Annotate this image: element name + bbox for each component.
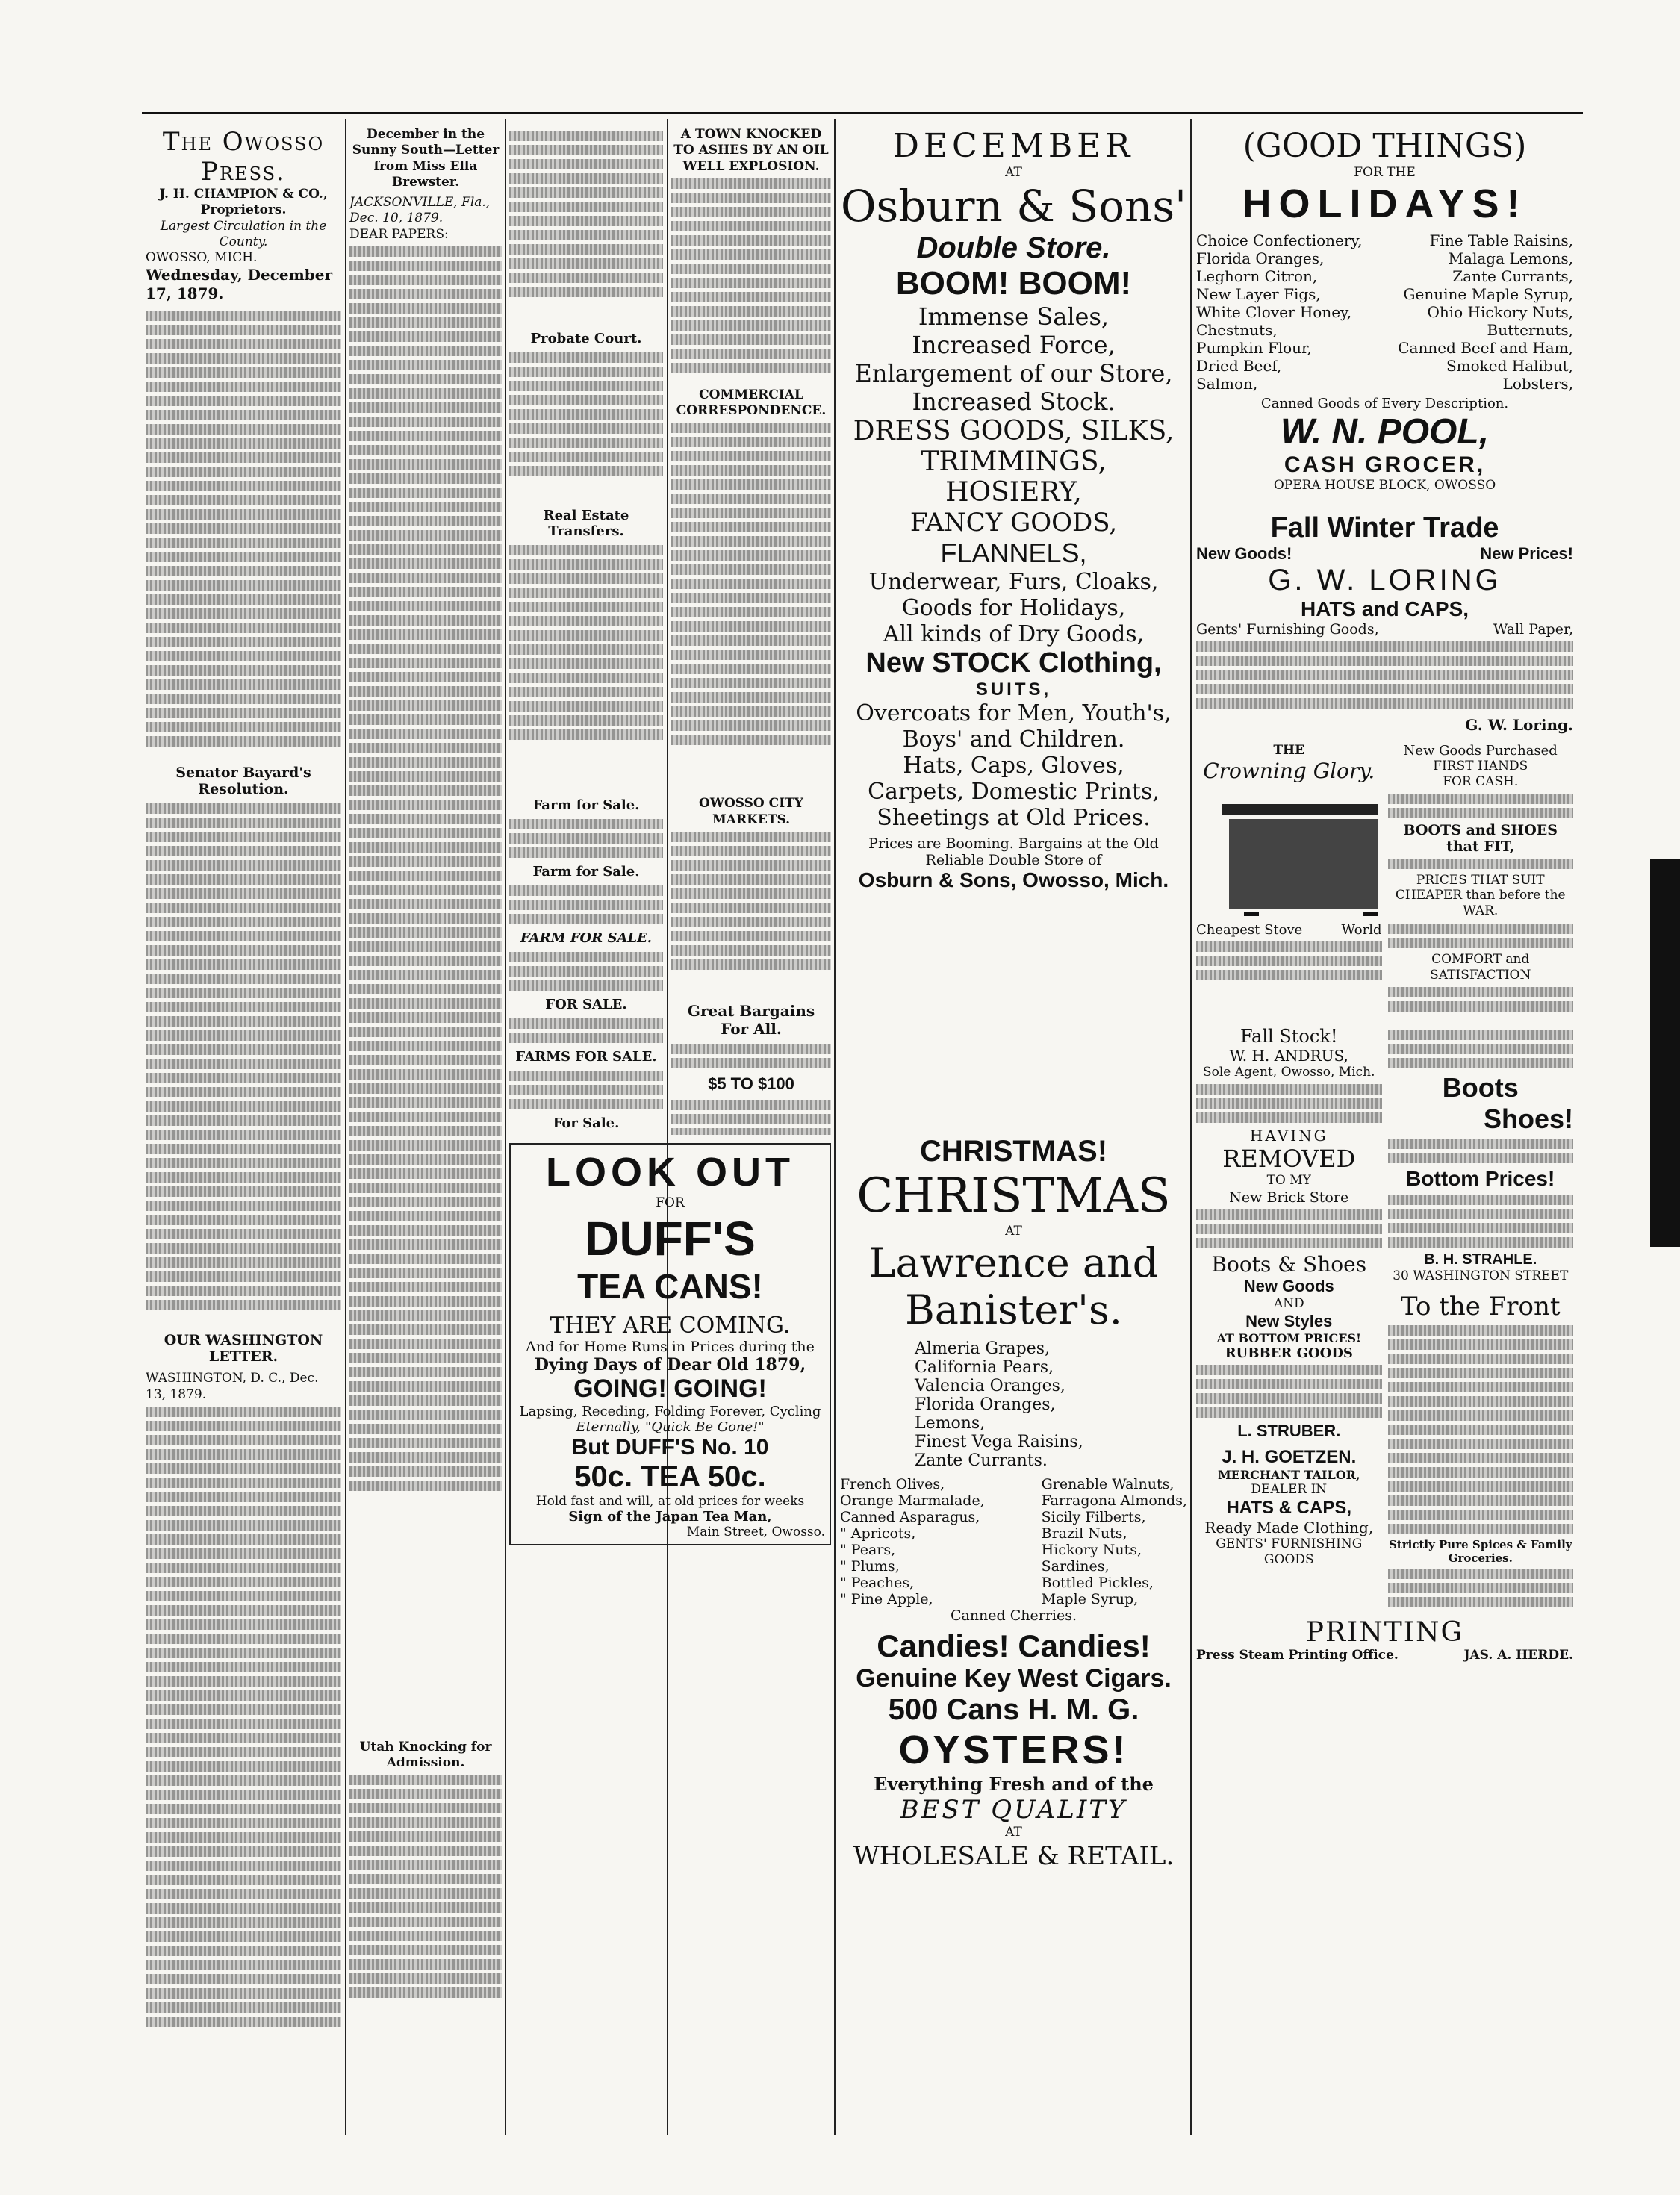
farm-sale-heading: FARM FOR SALE.: [520, 930, 653, 946]
new-goods-2: New Goods: [1243, 1276, 1334, 1295]
christmas-ad: [840, 1135, 1187, 1871]
andrus-name: W. H. ANDRUS,: [1229, 1047, 1348, 1065]
ready-made: Ready Made Clothing,: [1204, 1519, 1374, 1536]
price-range: $5 TO $100: [708, 1074, 794, 1093]
struber: L. STRUBER.: [1237, 1421, 1341, 1440]
canned-goods: Canned Goods of Every Description.: [1260, 396, 1509, 412]
suits: SUITS,: [975, 679, 1052, 700]
markets-heading: OWOSSO CITY MARKETS.: [699, 796, 803, 827]
goetzen: J. H. GOETZEN.: [1222, 1446, 1357, 1467]
pool-item: Ohio Hickory Nuts,: [1427, 303, 1573, 322]
good-things: (GOOD THINGS): [1242, 127, 1527, 165]
the: THE: [1273, 742, 1305, 758]
osburn-goods: Goods for Holidays,: [901, 595, 1126, 622]
top-rule: [142, 112, 1583, 114]
grocery-right: [1042, 1476, 1187, 1607]
article-text: [146, 803, 341, 1326]
article-text: [671, 178, 831, 387]
strahle-ad: [1382, 1026, 1574, 1611]
to-the-front: To the Front: [1400, 1292, 1561, 1322]
masthead-dateline: OWOSSO, MICH.: [146, 250, 258, 265]
wall-paper: Wall Paper,: [1493, 620, 1573, 638]
new-styles: New Styles: [1245, 1311, 1333, 1330]
loring-lines: [1196, 621, 1573, 638]
transfers-heading: Real Estate Transfers.: [543, 508, 629, 539]
duffs-ad: [509, 1139, 831, 1550]
canned-cherries: Canned Cherries.: [950, 1607, 1077, 1625]
column-3: [509, 127, 663, 1135]
stove-illustration: [1199, 789, 1378, 916]
grocery-item: Sardines,: [1041, 1558, 1110, 1575]
column-7: [1196, 127, 1573, 1663]
florida-salutation: DEAR PAPERS:: [349, 226, 449, 242]
loring-hats: HATS and CAPS,: [1300, 597, 1469, 620]
strictly-pure: Strictly Pure Spices & Family Groceries.: [1388, 1538, 1572, 1566]
new-prices: New Prices!: [1480, 544, 1573, 563]
pool-item: New Layer Figs,: [1196, 285, 1321, 304]
osburn-goods: HOSIERY,: [945, 477, 1082, 508]
osburn-line: Enlargement of our Store,: [854, 359, 1173, 388]
article-text: [349, 1775, 502, 1998]
gents-goods: Gents' Furnishing Goods,: [1196, 620, 1379, 638]
boys: Boys' and Children.: [902, 726, 1125, 753]
grocery-item: " Apricots,: [840, 1525, 916, 1542]
gents-furnishing: GENTS' FURNISHING GOODS: [1216, 1536, 1363, 1568]
farms-sale-heading: FARMS FOR SALE.: [515, 1049, 657, 1065]
fruit-list: [840, 1339, 1187, 1470]
boom: BOOM! BOOM!: [895, 265, 1132, 302]
scan-edge-artifact: [1650, 859, 1680, 1247]
new-stock: New STOCK Clothing,: [865, 647, 1162, 679]
column-divider: [1190, 119, 1192, 2135]
grocery-item: " Pears,: [840, 1542, 896, 1559]
article-text: [509, 545, 663, 791]
fruit-item: Zante Currants.: [915, 1451, 1048, 1471]
tea-price: 50c. TEA 50c.: [574, 1460, 766, 1494]
masthead-subline: Largest Circulation in the County.: [160, 218, 327, 249]
new-goods-purchased: New Goods Purchased: [1403, 742, 1558, 759]
at-bottom-prices: AT BOTTOM PRICES!: [1216, 1330, 1362, 1345]
new-goods: New Goods!: [1196, 544, 1292, 563]
printing-footer: [1196, 1648, 1573, 1663]
tea-cans: TEA CANS!: [577, 1267, 763, 1307]
shoes: Shoes!: [1483, 1103, 1573, 1134]
article-text: [146, 311, 341, 759]
andrus-ad: [1196, 1026, 1382, 1611]
fall-stock: Fall Stock!: [1240, 1026, 1338, 1047]
duffs-for: FOR: [656, 1195, 685, 1210]
fruit-item: Finest Vega Raisins,: [915, 1433, 1083, 1452]
osburn-line: Immense Sales,: [918, 302, 1110, 331]
cheapest-stove: [1196, 922, 1382, 938]
grocery-item: Bottled Pickles,: [1041, 1575, 1154, 1592]
overcoats: Overcoats for Men, Youth's,: [856, 700, 1172, 727]
grocery-item: Sicily Filberts,: [1041, 1509, 1146, 1526]
brick-store: New Brick Store: [1229, 1189, 1349, 1206]
grocery-item: Brazil Nuts,: [1041, 1525, 1127, 1542]
osburn-goods: Underwear, Furs, Cloaks,: [868, 569, 1159, 596]
reliable: Reliable Double Store of: [925, 852, 1102, 869]
bargains-heading: Great Bargains For All.: [687, 1001, 815, 1038]
new-goods-prices: [1196, 544, 1573, 564]
fruit-item: Florida Oranges,: [915, 1395, 1056, 1415]
column-divider: [345, 119, 346, 2135]
osburn-goods: TRIMMINGS,: [921, 446, 1107, 478]
grocery-item: Orange Marmalade,: [840, 1492, 985, 1510]
candies: Candies! Candies!: [877, 1628, 1151, 1664]
pool-list-left: [1196, 231, 1362, 393]
duffs-ad-box: [509, 1143, 831, 1545]
masthead-title: The Owosso Press.: [162, 127, 325, 187]
press-office: Press Steam Printing Office.: [1196, 1648, 1399, 1663]
washington-street: 30 WASHINGTON STREET: [1393, 1268, 1569, 1283]
grocery-item: " Pine Apple,: [840, 1591, 933, 1608]
opera-house: OPERA HOUSE BLOCK, OWOSSO: [1273, 478, 1496, 494]
grocery-item: French Olives,: [840, 1476, 945, 1493]
farm-sale-heading: Farm for Sale.: [532, 797, 640, 813]
double-store: Double Store.: [916, 231, 1111, 265]
look-out: LOOK OUT: [546, 1150, 794, 1195]
boots: Boots: [1442, 1072, 1519, 1103]
pool-item: Choice Confectionery,: [1196, 231, 1363, 250]
washington-dateline: WASHINGTON, D. C., Dec. 13, 1879.: [146, 1371, 319, 1402]
article-text: [146, 1407, 341, 2027]
sheetings: Sheetings at Old Prices.: [877, 805, 1151, 832]
going: GOING! GOING!: [573, 1374, 767, 1404]
grocery-lists: [840, 1476, 1187, 1607]
lapsing: Lapsing, Receding, Folding Forever, Cycling: [519, 1404, 821, 1420]
carpets: Carpets, Domestic Prints,: [868, 779, 1160, 806]
holidays: HOLIDAYS!: [1242, 181, 1528, 227]
article-text: [509, 131, 663, 325]
pool-item: Salmon,: [1196, 375, 1258, 393]
pool-item: Genuine Maple Syrup,: [1403, 285, 1573, 304]
bayard-heading: Senator Bayard's Resolution.: [175, 765, 311, 798]
florida-dateline: JACKSONVILLE, Fla., Dec. 10, 1879.: [349, 195, 491, 226]
osburn-goods: FLANNELS,: [940, 538, 1087, 569]
grocery-item: Grenable Walnuts,: [1041, 1476, 1175, 1493]
column-1: [146, 127, 341, 2031]
fruit-item: California Pears,: [915, 1358, 1054, 1377]
article-text: [349, 246, 502, 1740]
grocery-item: Hickory Nuts,: [1041, 1542, 1142, 1559]
pool-item: Canned Beef and Ham,: [1398, 339, 1573, 358]
fruit-item: Valencia Oranges,: [915, 1377, 1065, 1396]
for-sale-heading: FOR SALE.: [545, 997, 627, 1012]
column-divider: [667, 119, 668, 2135]
osburn-at: AT: [1005, 165, 1022, 180]
pool-item: Dried Beef,: [1196, 357, 1282, 376]
florida-letter-heading: December in the Sunny South—Letter from Miss Ella Brewster.: [352, 127, 500, 190]
column-2: [349, 127, 502, 2002]
farm-sale-heading: Farm for Sale.: [532, 864, 640, 879]
pool-item: White Clover Honey,: [1196, 303, 1352, 322]
cans: 500 Cans H. M. G.: [888, 1693, 1139, 1727]
grocery-item: " Plums,: [840, 1558, 900, 1575]
herde: JAS. A. HERDE.: [1463, 1648, 1573, 1663]
boots-and-shoes: Boots & Shoes: [1211, 1251, 1367, 1277]
grocery-item: Canned Asparagus,: [840, 1509, 980, 1526]
grocery-item: Maple Syrup,: [1041, 1591, 1139, 1608]
cigars: Genuine Key West Cigars.: [856, 1664, 1172, 1693]
to-my: TO MY: [1266, 1173, 1311, 1189]
masthead-date: Wednesday, December 17, 1879.: [146, 266, 333, 303]
column-divider: [834, 119, 836, 2135]
stove-ad: [1196, 743, 1382, 1016]
osburn-line: Increased Stock.: [912, 387, 1116, 417]
removed: REMOVED: [1222, 1145, 1356, 1174]
pool-item: Malaga Lemons,: [1448, 249, 1573, 268]
pool-item: Pumpkin Flour,: [1196, 339, 1312, 358]
column-divider: [505, 119, 506, 2135]
christmas-1: CHRISTMAS!: [919, 1135, 1108, 1168]
pool-name: W. N. POOL,: [1280, 412, 1490, 452]
for-the: FOR THE: [1354, 165, 1416, 180]
christmas-at-2: AT: [1005, 1825, 1022, 1840]
printing: PRINTING: [1305, 1617, 1464, 1648]
house-sale-heading: For Sale.: [553, 1115, 620, 1131]
boots-shoes-fit: BOOTS and SHOES that FIT,: [1403, 822, 1558, 855]
first-hands: FIRST HANDS: [1433, 758, 1528, 773]
column-4: [671, 127, 831, 1135]
osburn-ad: [840, 127, 1187, 892]
bottom-prices: Bottom Prices!: [1406, 1167, 1555, 1190]
and-text: AND: [1273, 1295, 1304, 1311]
cheapest-stove-text: Cheapest Stove: [1196, 921, 1303, 938]
osburn-name: Osburn & Sons': [840, 181, 1187, 232]
grocery-item: Farragona Almonds,: [1041, 1492, 1187, 1510]
christmas-2: CHRISTMAS: [856, 1168, 1171, 1224]
grocery-item: " Peaches,: [840, 1575, 915, 1592]
pool-item: Leghorn Citron,: [1196, 267, 1318, 286]
main-street: Main Street, Owosso.: [686, 1525, 825, 1540]
osburn-footer: Osburn & Sons, Owosso, Mich.: [858, 868, 1169, 892]
osburn-line: Increased Force,: [912, 331, 1116, 360]
fall-winter: Fall Winter Trade: [1270, 511, 1499, 544]
masthead-publisher: J. H. CHAMPION & CO., Proprietors.: [159, 187, 328, 218]
fruit-item: Lemons,: [915, 1414, 986, 1433]
hats-caps-2: HATS & CAPS,: [1226, 1498, 1352, 1518]
pool-item: Butternuts,: [1487, 321, 1573, 340]
markets-table: [671, 832, 831, 996]
washington-heading: OUR WASHINGTON LETTER.: [164, 1332, 323, 1366]
duffs-no-10: But DUFF'S No. 10: [571, 1435, 769, 1460]
fruit-item: Almeria Grapes,: [915, 1339, 1051, 1359]
osburn-goods: All kinds of Dry Goods,: [883, 621, 1145, 648]
article-text: [671, 423, 831, 796]
december: DECEMBER: [892, 127, 1135, 165]
rubber-goods: RUBBER GOODS: [1225, 1345, 1353, 1361]
utah-heading: Utah Knocking for Admission.: [359, 1739, 492, 1770]
osburn-goods: DRESS GOODS, SILKS,: [853, 416, 1175, 447]
merchant-tailor: MERCHANT TAILOR,: [1217, 1467, 1360, 1482]
home-runs: And for Home Runs in Prices during the: [526, 1339, 815, 1356]
article-text: [509, 352, 663, 502]
pool-list-right: [1398, 231, 1573, 393]
oil-well-heading: A TOWN KNOCKED TO ASHES BY AN OIL WELL EXPLOSION.: [673, 127, 829, 174]
osburn-goods: FANCY GOODS,: [909, 508, 1118, 538]
loring-signature: G. W. Loring.: [1465, 715, 1573, 734]
japan-tea-man: Sign of the Japan Tea Man,: [568, 1509, 772, 1525]
sole-agent: Sole Agent, Owosso, Mich.: [1202, 1065, 1375, 1080]
having: HAVING: [1249, 1127, 1328, 1145]
firm-name-2: Banister's.: [905, 1286, 1122, 1334]
pool-item: Zante Currants,: [1452, 267, 1573, 286]
world-text: World: [1341, 921, 1382, 938]
shoe-ad: [1382, 743, 1574, 1016]
pool-item: Fine Table Raisins,: [1429, 231, 1573, 250]
oysters: OYSTERS!: [898, 1728, 1129, 1773]
cash-grocer: CASH GROCER,: [1284, 452, 1486, 478]
strahle: B. H. STRAHLE.: [1424, 1251, 1537, 1268]
lower-ads: [1196, 1026, 1573, 1611]
crowning-glory: Crowning Glory.: [1203, 758, 1375, 783]
wholesale: WHOLESALE & RETAIL.: [853, 1840, 1175, 1871]
pool-lists: [1196, 231, 1573, 393]
stove-and-shoes: [1196, 743, 1573, 1016]
booming: Prices are Booming. Bargains at the Old: [868, 835, 1159, 853]
dealer-in: DEALER IN: [1251, 1481, 1328, 1497]
pool-item: Smoked Halibut,: [1446, 357, 1573, 376]
grocery-left: [840, 1476, 985, 1607]
for-cash: FOR CASH.: [1443, 773, 1519, 789]
hats-caps: Hats, Caps, Gloves,: [903, 753, 1124, 779]
dying-days: Dying Days of Dear Old 1879,: [534, 1355, 806, 1375]
commercial-heading: COMMERCIAL CORRESPONDENCE.: [676, 387, 827, 418]
they-are-coming: THEY ARE COMING.: [550, 1313, 791, 1339]
everything-fresh: Everything Fresh and of the: [874, 1773, 1154, 1796]
christmas-at: AT: [1005, 1224, 1022, 1239]
pool-item: Florida Oranges,: [1196, 249, 1325, 268]
loring-name: G. W. LORING: [1268, 563, 1502, 597]
duffs-name: DUFF'S: [585, 1212, 756, 1266]
pool-item: Lobsters,: [1502, 375, 1573, 393]
eternally: Eternally, "Quick Be Gone!": [576, 1419, 765, 1436]
probate-heading: Probate Court.: [530, 331, 642, 346]
firm-name: Lawrence and: [868, 1239, 1159, 1287]
cheaper: CHEAPER than before the WAR.: [1395, 888, 1566, 919]
best-quality: BEST QUALITY: [900, 1795, 1127, 1825]
comfort: COMFORT and SATISFACTION: [1430, 951, 1531, 983]
prices-suit: PRICES THAT SUIT: [1416, 873, 1545, 888]
pool-item: Chestnuts,: [1196, 321, 1278, 340]
hold-fast: Hold fast and will, at old prices for weeks: [535, 1494, 805, 1510]
